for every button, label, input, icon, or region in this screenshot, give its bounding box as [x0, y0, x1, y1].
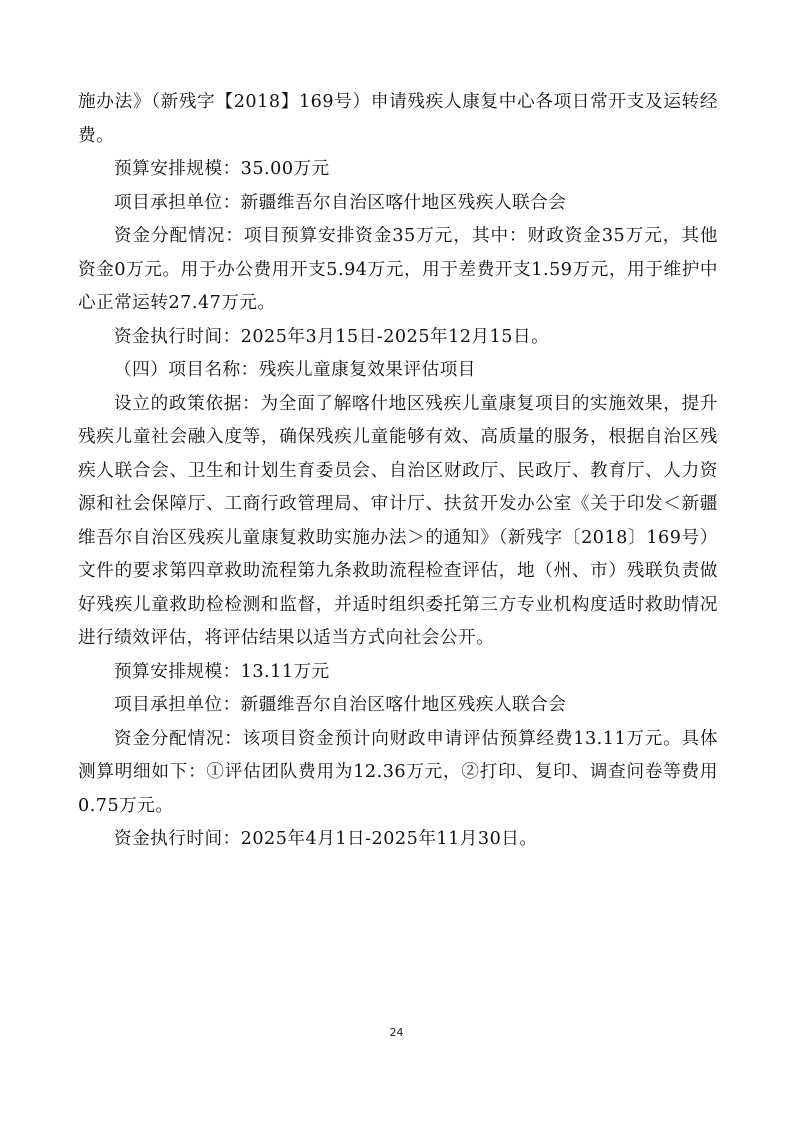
paragraph-budget-scale: 预算安排规模：35.00万元	[114, 159, 330, 179]
paragraph-budget-scale: 预算安排规模：13.11万元	[114, 661, 330, 682]
paragraph-execution-time: 资金执行时间：2025年4月1日-2025年11月30日。	[114, 829, 538, 849]
paragraph-fund-allocation: 资金分配情况：项目预算安排资金35万元，其中：财政资金35万元，其他资金0万元。用于办公费用开支5.94万元，用于差费开支1.59万元，用于维护中心正常运转27.47万元。	[78, 226, 718, 313]
paragraph-responsible-unit: 项目承担单位：新疆维吾尔自治区喀什地区残疾人联合会	[114, 192, 567, 213]
paragraph-fund-allocation: 资金分配情况：该项目资金预计向财政申请评估预算经费13.11万元。具体测算明细如下：①评估团队费用为12.36万元，②打印、复印、调查问卷等费用0.75万元。	[78, 728, 718, 816]
section-heading-project-name: （四）项目名称：残疾儿童康复效果评估项目	[114, 360, 476, 380]
paragraph-execution-time: 资金执行时间：2025年3月15日-2025年12月15日。	[114, 326, 550, 347]
page-number: 24	[389, 1026, 404, 1039]
paragraph-policy-basis: 设立的政策依据：为全面了解喀什地区残疾儿童康复项目的实施效果，提升残疾儿童社会融入度等，确保残疾儿童能够有效、高质量的服务，根据自治区残疾人联合会、卫生和计划生育委员会、自治区财政厅、民政厅、教育厅、人力资源和社会保障厅、工商行政管理局、审计厅、扶贫开发办公室《关于印发＜新疆维吾尔自治区残疾儿童康复救助实施办法＞的通知》（新残字〔2018〕169号）文件的要求第四章救助流程第九条救助流程检查评估，地（州、市）残联负责做好残疾儿童救助检检测和监督，并适时组织委托第三方专业机构度适时救助情况进行绩效评估，将评估结果以适当方式向社会公开。	[78, 393, 718, 648]
paragraph-responsible-unit: 项目承担单位：新疆维吾尔自治区喀什地区残疾人联合会	[114, 695, 567, 715]
document-body	[78, 86, 718, 857]
paragraph-continuation: 施办法》（新残字【2018】169号）申请残疾人康复中心各项日常开支及运转经费。	[78, 92, 718, 146]
